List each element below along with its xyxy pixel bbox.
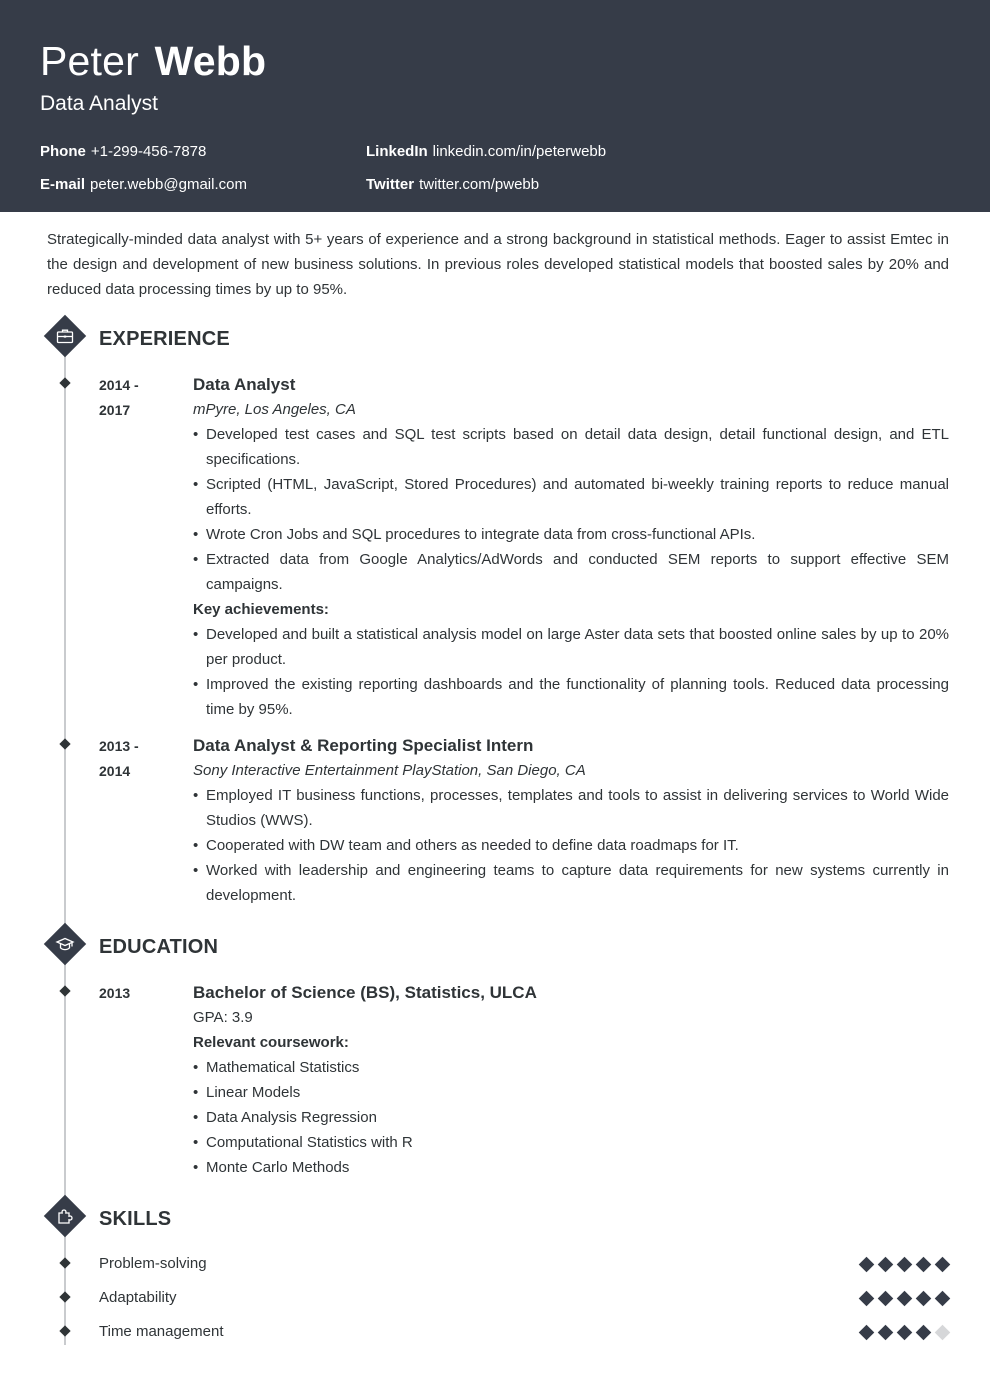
- list-item: • Computational Statistics with R: [193, 1130, 949, 1155]
- rating-filled-icon: [859, 1257, 875, 1273]
- job-duties: [193, 422, 949, 597]
- first-name: Peter: [40, 38, 139, 84]
- contact-value: linkedin.com/in/peterwebb: [432, 143, 607, 160]
- puzzle-icon: [44, 1195, 86, 1237]
- list-item: • Improved the existing reporting dashboards and the functionality of planning tools. Reduced data processing time by 95%.: [193, 672, 949, 722]
- job-role: Data Analyst: [193, 375, 296, 394]
- section-title-skills: SKILLS: [99, 1208, 172, 1230]
- list-item: • Developed and built a statistical analysis model on large Aster data sets that boosted online sales by up to 20% per product.: [193, 622, 949, 672]
- list-item: • Mathematical Statistics: [193, 1055, 949, 1080]
- rating-filled-icon: [916, 1325, 932, 1341]
- job-title: Data Analyst: [40, 92, 158, 115]
- job-duties: [193, 783, 949, 908]
- list-item: • Monte Carlo Methods: [193, 1155, 949, 1180]
- rating-filled-icon: [916, 1257, 932, 1273]
- list-item: • Worked with leadership and engineering teams to capture data requirements for new systems currently in development.: [193, 858, 949, 908]
- date-start: 2013 -: [99, 738, 139, 754]
- rating-filled-icon: [897, 1291, 913, 1307]
- rating-filled-icon: [897, 1257, 913, 1273]
- list-item: • Wrote Cron Jobs and SQL procedures to integrate data from cross-functional APIs.: [193, 522, 949, 547]
- rating-empty-icon: [935, 1325, 951, 1341]
- education-date: 2013: [99, 985, 131, 1001]
- skill-name: Adaptability: [99, 1289, 177, 1306]
- contact-phone: [40, 142, 206, 162]
- job-company: Sony Interactive Entertainment PlayStation, San Diego, CA: [193, 762, 586, 779]
- date-end: 2014: [99, 763, 131, 779]
- list-item: • Developed test cases and SQL test scripts based on detail data design, detail functional design, and ETL specifications.: [193, 422, 949, 472]
- timeline-marker: [59, 1325, 71, 1337]
- contact-value: +1-299-456-7878: [90, 143, 207, 160]
- coursework-label: Relevant coursework:: [193, 1034, 349, 1051]
- job-entry: [193, 733, 949, 908]
- rating-filled-icon: [878, 1291, 894, 1307]
- contact-twitter: [366, 175, 539, 195]
- job-company: mPyre, Los Angeles, CA: [193, 401, 356, 418]
- rating-filled-icon: [916, 1291, 932, 1307]
- profile-summary: Strategically-minded data analyst with 5+ years of experience and a strong background in statistical methods. Eager to assist Emtec in the design and development of new business solutions. In previous roles developed statistical models that boosted sales by 20% and reduced data processing times by up to 95%.: [47, 231, 949, 298]
- timeline-marker: [59, 1257, 71, 1269]
- resume-header: [0, 0, 990, 212]
- contact-label: Phone: [40, 143, 86, 160]
- date-start: 2014 -: [99, 377, 139, 393]
- contact-linkedin: [366, 142, 606, 162]
- job-date: [99, 734, 169, 784]
- list-item: • Extracted data from Google Analytics/AdWords and conducted SEM reports to support effective SEM campaigns.: [193, 547, 949, 597]
- skill-name: Problem-solving: [99, 1255, 207, 1272]
- graduation-cap-icon: [44, 923, 86, 965]
- briefcase-icon: [44, 315, 86, 357]
- timeline-marker: [59, 985, 71, 997]
- last-name: Webb: [154, 38, 267, 84]
- skill-rating: [859, 1291, 951, 1307]
- education-entry: [193, 980, 949, 1180]
- gpa: GPA: 3.9: [193, 1009, 253, 1026]
- rating-filled-icon: [897, 1325, 913, 1341]
- job-role: Data Analyst & Reporting Specialist Intern: [193, 736, 534, 755]
- list-item: • Data Analysis Regression: [193, 1105, 949, 1130]
- contact-value: twitter.com/pwebb: [419, 176, 540, 193]
- contact-label: E-mail: [40, 176, 86, 193]
- date-end: 2017: [99, 402, 131, 418]
- timeline-marker: [59, 377, 71, 389]
- list-item: • Employed IT business functions, processes, templates and tools to assist in delivering services to World Wide Studios (WWS).: [193, 783, 949, 833]
- section-title-experience: EXPERIENCE: [99, 328, 230, 350]
- contact-label: LinkedIn: [366, 143, 428, 160]
- job-achievements: [193, 622, 949, 722]
- skill-name: Time management: [99, 1323, 224, 1340]
- contact-value: peter.webb@gmail.com: [90, 176, 247, 193]
- rating-filled-icon: [935, 1291, 951, 1307]
- rating-filled-icon: [859, 1325, 875, 1341]
- rating-filled-icon: [935, 1257, 951, 1273]
- section-title-education: EDUCATION: [99, 936, 219, 958]
- list-item: • Scripted (HTML, JavaScript, Stored Procedures) and automated bi-weekly training reports to reduce manual efforts.: [193, 472, 949, 522]
- timeline-marker: [59, 1291, 71, 1303]
- contact-label: Twitter: [366, 176, 415, 193]
- skill-rating: [859, 1325, 951, 1341]
- job-date: [99, 373, 169, 423]
- rating-filled-icon: [878, 1325, 894, 1341]
- list-item: • Linear Models: [193, 1080, 949, 1105]
- degree: Bachelor of Science (BS), Statistics, ULCA: [193, 983, 537, 1002]
- skill-rating: [859, 1257, 951, 1273]
- achievements-label: Key achievements:: [193, 601, 329, 618]
- job-entry: [193, 372, 949, 722]
- coursework-list: [193, 1055, 949, 1180]
- rating-filled-icon: [878, 1257, 894, 1273]
- timeline-marker: [59, 738, 71, 750]
- rating-filled-icon: [859, 1291, 875, 1307]
- list-item: • Cooperated with DW team and others as needed to define data roadmaps for IT.: [193, 833, 949, 858]
- candidate-name: [40, 38, 266, 84]
- contact-email: [40, 175, 247, 195]
